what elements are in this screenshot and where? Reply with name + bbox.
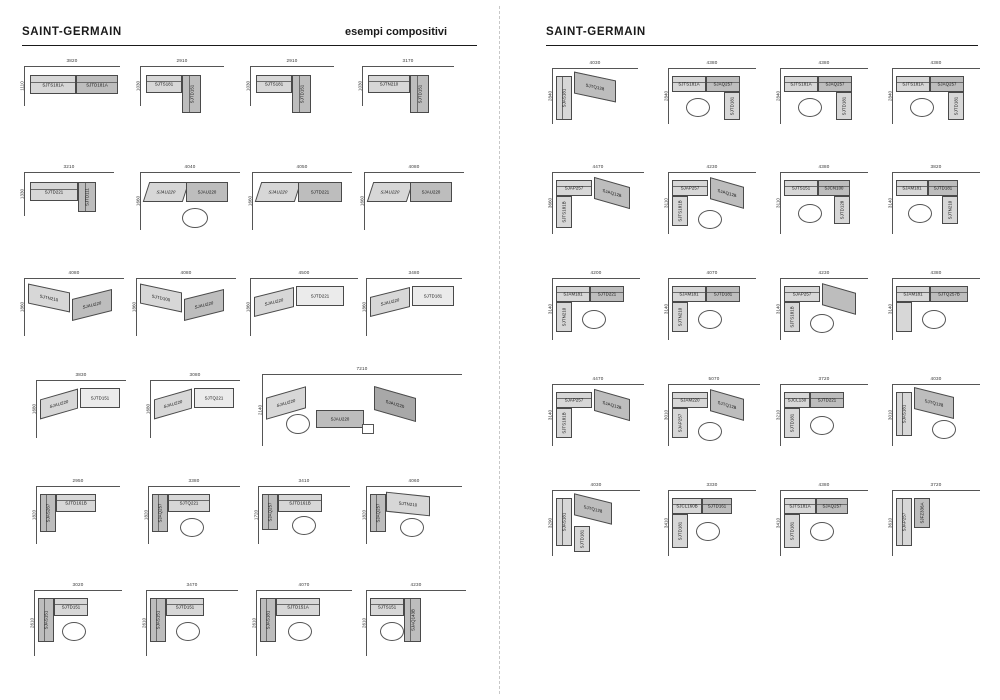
composition-cell bbox=[361, 582, 466, 656]
composition-cell bbox=[131, 270, 236, 336]
sofa-module: SJTD161 bbox=[702, 498, 732, 514]
dimension-left: 3210 bbox=[780, 384, 782, 446]
sofa-module: SJTD221 bbox=[30, 182, 78, 201]
sofa-module: SJTN210 bbox=[672, 302, 688, 332]
sofa-module: SJTD221 bbox=[810, 392, 844, 408]
dimension-left: 1030 bbox=[362, 66, 364, 106]
sofa-module: SJTQ221 bbox=[168, 494, 210, 512]
sofa-module: SJAM220 bbox=[672, 392, 708, 408]
sofa-module: SJAS267 bbox=[40, 494, 56, 532]
composition-cell bbox=[245, 58, 334, 106]
dimension-left: 3140 bbox=[892, 278, 894, 340]
sofa-module: SJCL160B bbox=[672, 498, 702, 514]
pouf-icon bbox=[698, 422, 722, 441]
dimension-top: 4080 bbox=[24, 278, 124, 280]
dimension-top: 3380 bbox=[148, 486, 240, 488]
composition-cell bbox=[887, 376, 980, 446]
dimension-left: 1030 bbox=[140, 66, 142, 106]
dimension-left: 2610 bbox=[366, 590, 368, 656]
composition-cell bbox=[663, 164, 756, 234]
sofa-module: SJTN210 bbox=[386, 492, 430, 517]
sofa-module: SJAM181 bbox=[896, 180, 928, 196]
dimension-left: 3140 bbox=[892, 172, 894, 234]
sofa-module: SJAQ128 bbox=[594, 177, 630, 209]
dimension-top: 4030 bbox=[892, 384, 980, 386]
pouf-icon bbox=[698, 210, 722, 229]
dimension-top: 3720 bbox=[892, 490, 980, 492]
dimension-left: 3010 bbox=[668, 384, 670, 446]
sofa-module: SJAU220 bbox=[154, 389, 192, 420]
dimension-left: 1820 bbox=[36, 486, 38, 544]
pouf-icon bbox=[908, 204, 932, 223]
dimension-left: 1330 bbox=[24, 172, 26, 216]
dimension-top: 4030 bbox=[552, 490, 640, 492]
sofa-module: SJTD161B bbox=[56, 494, 96, 512]
sofa-module: SJAU220 bbox=[186, 182, 228, 202]
sofa-module: SJTD151 bbox=[166, 598, 204, 616]
sofa-module: SJAM181 bbox=[556, 286, 590, 302]
composition-cell bbox=[663, 376, 760, 446]
dimension-left: 2610 bbox=[34, 590, 36, 656]
sofa-module: SJTD181 bbox=[672, 514, 688, 548]
pouf-icon bbox=[182, 208, 208, 228]
pouf-icon bbox=[696, 522, 720, 541]
sofa-module: SJAS151 bbox=[38, 598, 54, 642]
pouf-icon bbox=[286, 414, 310, 434]
dimension-top: 3720 bbox=[780, 384, 868, 386]
composition-cell bbox=[775, 376, 868, 446]
sofa-module: SJAS181 bbox=[556, 498, 572, 546]
sofa-module: SJAM181 bbox=[672, 286, 706, 302]
sofa-module: SJTD221 bbox=[298, 182, 342, 202]
sofa-module: SJAQ257 bbox=[816, 498, 848, 514]
sofa-module: SJTD151A bbox=[276, 598, 320, 616]
composition-cell bbox=[663, 482, 756, 556]
dimension-top: 3020 bbox=[34, 590, 122, 592]
composition-cell bbox=[775, 270, 868, 340]
dimension-left: 3410 bbox=[668, 490, 670, 556]
sofa-module: SJAQ257 bbox=[152, 494, 168, 532]
sofa-module: SJTQ128 bbox=[914, 387, 954, 419]
sofa-module: SJAU220 bbox=[143, 182, 189, 202]
dimension-top: 7210 bbox=[262, 374, 462, 376]
sofa-module: SJAP257 bbox=[672, 408, 688, 438]
sofa-module: SJTD181 bbox=[412, 286, 454, 306]
pouf-icon bbox=[810, 522, 834, 541]
sofa-module: SJTS181 bbox=[146, 75, 182, 93]
dimension-left: 3410 bbox=[780, 490, 782, 556]
dimension-top: 3080 bbox=[150, 380, 240, 382]
sofa-module: SJTS181A bbox=[672, 76, 706, 92]
composition-cell bbox=[29, 582, 122, 656]
sofa-module: SJTD151 bbox=[410, 75, 429, 113]
sofa-module: SJAU220 bbox=[184, 289, 224, 321]
dimension-top: 3820 bbox=[24, 66, 120, 68]
composition-cell bbox=[19, 270, 124, 336]
sofa-module: SJTD181 bbox=[724, 92, 740, 120]
composition-cell bbox=[31, 478, 120, 544]
sofa-module: SJTS181B bbox=[784, 302, 800, 332]
header-rule-left bbox=[22, 45, 477, 46]
dimension-left: 1860 bbox=[136, 278, 138, 336]
pouf-icon bbox=[798, 98, 822, 117]
sofa-module: SJAS181 bbox=[896, 392, 912, 436]
composition-cell bbox=[775, 482, 868, 556]
sofa-module: SJTD181 bbox=[706, 286, 740, 302]
header-rule-right bbox=[546, 45, 978, 46]
dimension-left: 1860 bbox=[250, 278, 252, 336]
sofa-module: SJTD151 bbox=[80, 388, 120, 408]
sofa-module: SJTN210 bbox=[556, 302, 572, 332]
sofa-module: SJTN210 bbox=[28, 284, 70, 313]
composition-cell bbox=[141, 582, 238, 656]
sofa-module: SJAU220 bbox=[72, 289, 112, 321]
dimension-top: 5070 bbox=[668, 384, 760, 386]
sofa-module: SJCL130 bbox=[784, 392, 810, 408]
sofa-module: SJTD161B bbox=[278, 494, 322, 512]
composition-cell bbox=[547, 376, 644, 446]
page-title-left: SAINT-GERMAIN bbox=[22, 26, 122, 38]
pouf-icon bbox=[582, 310, 606, 329]
dimension-left: 2840 bbox=[780, 68, 782, 124]
dimension-top: 4070 bbox=[256, 590, 352, 592]
sofa-module: SJTN210 bbox=[942, 196, 958, 224]
dimension-left: 3140 bbox=[552, 384, 554, 446]
composition-cell bbox=[135, 58, 224, 106]
dimension-top: 4500 bbox=[250, 278, 358, 280]
dimension-left: 2840 bbox=[892, 68, 894, 124]
dimension-top: 2950 bbox=[36, 486, 120, 488]
composition-cell bbox=[253, 478, 350, 544]
dimension-top: 4230 bbox=[366, 590, 466, 592]
sofa-module: SJAU220 bbox=[255, 182, 301, 202]
dimension-top: 4050 bbox=[252, 172, 352, 174]
dimension-top: 4470 bbox=[552, 384, 644, 386]
dimension-left: 1110 bbox=[24, 66, 26, 106]
dimension-top: 4030 bbox=[552, 68, 638, 70]
sofa-module: SJTD128 bbox=[834, 196, 850, 224]
sofa-module: SJAP257 bbox=[784, 286, 820, 302]
composition-cell bbox=[775, 60, 868, 124]
pouf-icon bbox=[810, 314, 834, 333]
sofa-module: SJTQ221 bbox=[194, 388, 234, 408]
sofa-module: SJTD111 bbox=[78, 182, 96, 212]
sofa-module: SJTD181 bbox=[784, 408, 800, 438]
dimension-left: 3010 bbox=[892, 384, 894, 446]
pouf-icon bbox=[62, 622, 86, 641]
dimension-left: 1680 bbox=[36, 380, 38, 438]
sofa-module: SJTS181A bbox=[896, 76, 930, 92]
composition-cell bbox=[663, 60, 756, 124]
composition-cell bbox=[257, 366, 462, 446]
composition-cell bbox=[547, 60, 638, 124]
sofa-module: SJAQ257 bbox=[818, 76, 852, 92]
sofa-module: SJTD221 bbox=[590, 286, 624, 302]
dimension-top: 3210 bbox=[24, 172, 114, 174]
sofa-module: SJAQ143B bbox=[404, 598, 421, 642]
dimension-left: 3140 bbox=[780, 278, 782, 340]
pouf-icon bbox=[176, 622, 200, 641]
pouf-icon bbox=[380, 622, 404, 641]
sofa-module: SJAU220 bbox=[374, 386, 416, 422]
composition-cell bbox=[775, 164, 868, 234]
page-title-right: SAINT-GERMAIN bbox=[546, 26, 646, 38]
dimension-top: 4470 bbox=[552, 172, 644, 174]
composition-cell bbox=[145, 372, 240, 438]
sofa-module: SJAU220 bbox=[410, 182, 452, 202]
sofa-module: SJAU220 bbox=[40, 389, 78, 420]
composition-cell bbox=[143, 478, 240, 544]
sofa-module bbox=[896, 302, 912, 332]
dimension-left: 2840 bbox=[668, 68, 670, 124]
sofa-module: SJTS181B bbox=[556, 408, 572, 438]
sofa-module: SJAM181 bbox=[896, 286, 930, 302]
sofa-module: SJTS181A bbox=[784, 498, 816, 514]
sofa-module: SJAQ257 bbox=[370, 494, 386, 532]
sofa-module: SJAQ257 bbox=[930, 76, 964, 92]
sofa-module: SJTD181 bbox=[836, 92, 852, 120]
pouf-icon bbox=[288, 622, 312, 641]
sofa-module: SJAP257 bbox=[556, 392, 592, 408]
pouf-icon bbox=[180, 518, 204, 537]
dimension-top: 4380 bbox=[780, 172, 868, 174]
sofa-module: SJTS181 bbox=[256, 75, 292, 93]
composition-cell bbox=[547, 482, 640, 556]
sofa-module: SJTQ128 bbox=[574, 493, 612, 524]
composition-cell bbox=[887, 60, 980, 124]
dimension-left: 1030 bbox=[250, 66, 252, 106]
dimension-top: 3330 bbox=[668, 490, 756, 492]
sofa-module: SJAS181 bbox=[556, 76, 572, 120]
dimension-left: 3290 bbox=[552, 490, 554, 556]
composition-cell bbox=[247, 164, 352, 230]
pouf-icon bbox=[932, 420, 956, 439]
sofa-module: SJAQ128 bbox=[710, 177, 744, 209]
dimension-top: 4380 bbox=[892, 278, 980, 280]
sofa-module: SJAP257 bbox=[556, 180, 592, 196]
sofa-module: SJTD181 bbox=[928, 180, 958, 196]
composition-cell bbox=[361, 270, 462, 336]
sofa-module: SJAQ257 bbox=[262, 494, 278, 530]
sofa-module: SJAQ257 bbox=[706, 76, 740, 92]
dimension-top: 4200 bbox=[552, 278, 640, 280]
dimension-left: 2840 bbox=[552, 68, 554, 124]
sofa-module: SJTD221 bbox=[296, 286, 344, 306]
sofa-module: SJAS181 bbox=[260, 598, 276, 642]
sofa-module: SJAU220 bbox=[367, 182, 413, 202]
sofa-module: SJTS151 bbox=[370, 598, 404, 616]
sofa-module: SJTD181 bbox=[784, 514, 800, 548]
pouf-icon bbox=[910, 98, 934, 117]
dimension-left: 3610 bbox=[892, 490, 894, 556]
pouf-icon bbox=[810, 416, 834, 435]
dimension-top: 3480 bbox=[366, 278, 462, 280]
pouf-icon bbox=[798, 204, 822, 223]
dimension-left: 2610 bbox=[256, 590, 258, 656]
dimension-left: 3140 bbox=[552, 278, 554, 340]
dimension-left: 2140 bbox=[262, 374, 264, 446]
sofa-module: SJAU220 bbox=[316, 410, 364, 428]
dimension-top: 4380 bbox=[668, 68, 756, 70]
dimension-left: 2610 bbox=[146, 590, 148, 656]
dimension-top: 3410 bbox=[258, 486, 350, 488]
sofa-module: SJTS151 bbox=[784, 180, 818, 196]
dimension-top: 2910 bbox=[250, 66, 334, 68]
sofa-module: SJTN210 bbox=[368, 75, 410, 93]
dimension-top: 4080 bbox=[364, 172, 464, 174]
sofa-module: SJTD181 bbox=[948, 92, 964, 120]
page-subtitle: esempi compositivi bbox=[345, 26, 448, 38]
sofa-module: SJAP257 bbox=[896, 498, 912, 546]
dimension-left: 1680 bbox=[150, 380, 152, 438]
dimension-left: 1860 bbox=[24, 278, 26, 336]
sofa-module: SJTD151 bbox=[182, 75, 201, 113]
sofa-module: SJAU220 bbox=[254, 287, 294, 317]
dimension-top: 4380 bbox=[892, 68, 980, 70]
dimension-left: 3140 bbox=[668, 278, 670, 340]
composition-cell bbox=[887, 482, 980, 556]
sofa-module: SJFZ336A bbox=[914, 498, 930, 528]
dimension-left: 3110 bbox=[668, 172, 670, 234]
dimension-top: 4040 bbox=[140, 172, 240, 174]
sofa-module: SJTD181 bbox=[574, 526, 590, 552]
dimension-top: 4060 bbox=[366, 486, 462, 488]
dimension-top: 2910 bbox=[140, 66, 224, 68]
page-fold-divider bbox=[499, 6, 501, 694]
composition-cell bbox=[245, 270, 358, 336]
composition-cell bbox=[887, 164, 980, 234]
dimension-left: 1660 bbox=[140, 172, 142, 230]
sofa-module: SJTD181A bbox=[76, 75, 118, 94]
pouf-icon bbox=[698, 310, 722, 329]
sofa-module: SJTQ128 bbox=[574, 72, 616, 103]
side-table-icon bbox=[362, 424, 374, 434]
dimension-left: 1720 bbox=[258, 486, 260, 544]
dimension-left: 3660 bbox=[552, 172, 554, 234]
composition-cell bbox=[547, 270, 640, 340]
sofa-module: SJAS151 bbox=[150, 598, 166, 642]
sofa-module: SJAU220 bbox=[266, 386, 306, 419]
composition-cell bbox=[359, 164, 464, 230]
dimension-left: 1860 bbox=[366, 278, 368, 336]
sofa-module: SJTQ128 bbox=[710, 389, 744, 421]
sofa-module: SJTS181B bbox=[556, 196, 572, 228]
composition-cell bbox=[19, 164, 114, 216]
dimension-top: 4230 bbox=[668, 172, 756, 174]
sofa-module: SJTQ257B bbox=[930, 286, 968, 302]
pouf-icon bbox=[400, 518, 424, 537]
composition-cell bbox=[887, 270, 980, 340]
sofa-module: SJTS181A bbox=[30, 75, 76, 94]
composition-cell bbox=[135, 164, 240, 230]
composition-cell bbox=[251, 582, 352, 656]
composition-cell bbox=[547, 164, 644, 234]
dimension-top: 3830 bbox=[36, 380, 126, 382]
dimension-left: 1820 bbox=[148, 486, 150, 544]
dimension-top: 4380 bbox=[780, 490, 868, 492]
dimension-top: 3470 bbox=[146, 590, 238, 592]
dimension-top: 3170 bbox=[362, 66, 454, 68]
sofa-module: SJTD151 bbox=[292, 75, 311, 113]
dimension-top: 4230 bbox=[780, 278, 868, 280]
dimension-top: 4070 bbox=[668, 278, 756, 280]
sofa-module: SJTD100 bbox=[140, 284, 182, 313]
dimension-left: 1660 bbox=[252, 172, 254, 230]
composition-cell bbox=[31, 372, 126, 438]
dimension-top: 4080 bbox=[136, 278, 236, 280]
sofa-module: SJCN100 bbox=[818, 180, 850, 196]
sofa-module: SJTS181A bbox=[784, 76, 818, 92]
composition-cell bbox=[361, 478, 462, 544]
sofa-module bbox=[822, 283, 856, 315]
dimension-top: 3820 bbox=[892, 172, 980, 174]
sofa-module: SJTD151 bbox=[54, 598, 88, 616]
composition-cell bbox=[19, 58, 120, 106]
composition-cell bbox=[663, 270, 756, 340]
dimension-left: 3110 bbox=[780, 172, 782, 234]
dimension-top: 4380 bbox=[780, 68, 868, 70]
dimension-left: 1660 bbox=[364, 172, 366, 230]
sofa-module: SJAQ128 bbox=[594, 389, 630, 421]
composition-cell bbox=[357, 58, 454, 106]
pouf-icon bbox=[686, 98, 710, 117]
sofa-module: SJAU220 bbox=[370, 287, 410, 317]
sofa-module: SJAP257 bbox=[672, 180, 708, 196]
pouf-icon bbox=[292, 516, 316, 535]
sofa-module: SJTS181B bbox=[672, 196, 688, 226]
pouf-icon bbox=[922, 310, 946, 329]
dimension-left: 1820 bbox=[366, 486, 368, 544]
